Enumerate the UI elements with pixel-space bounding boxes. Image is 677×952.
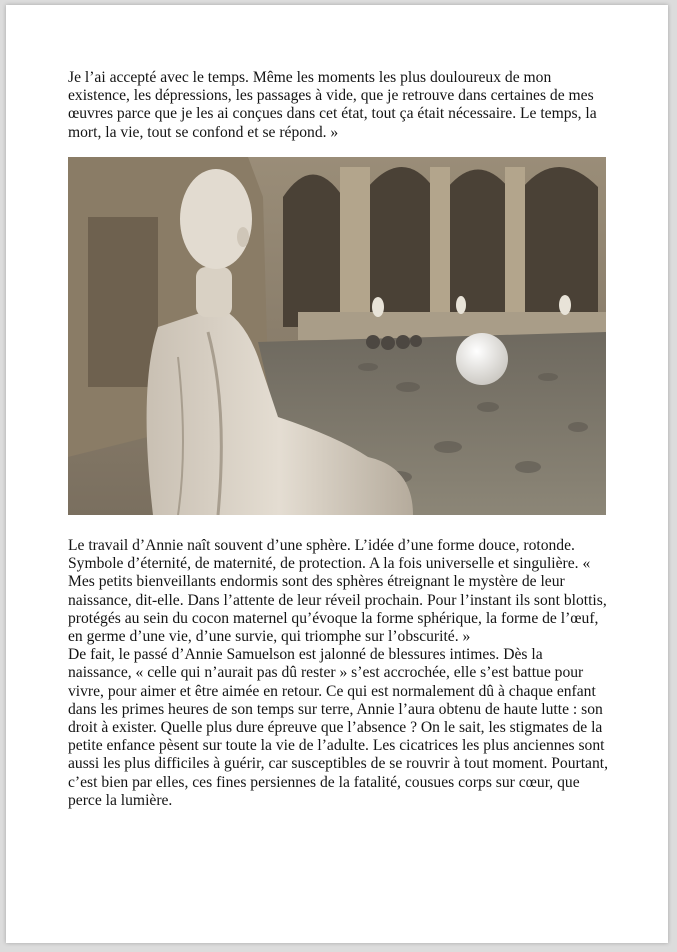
paragraph-sphere: Le travail d’Annie naît souvent d’une sphère. L’idée d’une forme douce, rotonde. Symbole d’éternité, de maternité, de protection. A la fois universelle et singulière. « Mes petits bienveillants endormis sont des sphères étreignant le mystère de leur naissance, dit-elle. Dans l’attente de leur réveil prochain. Pour l’instant ils sont blottis, protégés au sein du cocon maternel qu’évoque la forme sphérique, la forme de l’œuf, en germe d’une vie, d’une survie, qui triomphe sur l’obscurité. » [68, 537, 607, 646]
sculpture-photo [68, 157, 606, 515]
body-text [68, 537, 608, 810]
document-page [6, 5, 668, 943]
cloister-illustration [68, 157, 606, 515]
paragraph-intro: Je l’ai accepté avec le temps. Même les moments les plus douloureux de mon existence, les dépressions, les passages à vide, que je retrouve dans certaines de mes œuvres parce que je les ai conçues dans cet état, tout ça était nécessaire. Le temps, la mort, la vie, tout se confond et se répond. » [68, 69, 597, 141]
white-sphere [456, 333, 508, 385]
paragraph-past: De fait, le passé d’Annie Samuelson est jalonné de blessures intimes. Dès la naissance, « celle qui n’aurait pas dû rester » s’est accrochée, elle s’est battue pour vivre, pour aimer et être aimée en retour. Ce qui est normalement dû à chaque enfant dans les primes heures de son temps sur terre, Annie l’aura obtenu de haute lutte : son droit à exister. Quelle plus dure épreuve que l’absence ? On le sait, les stigmates de la petite enfance pèsent sur toute la vie de l’adulte. Les cicatrices les plus anciennes sont aussi les plus difficiles à guérir, car susceptibles de se rouvrir à tout moment. Pourtant, c’est bien par elles, ces fines persiennes de la fatalité, cousues corps sur cœur, que perce la lumière. [68, 646, 608, 809]
